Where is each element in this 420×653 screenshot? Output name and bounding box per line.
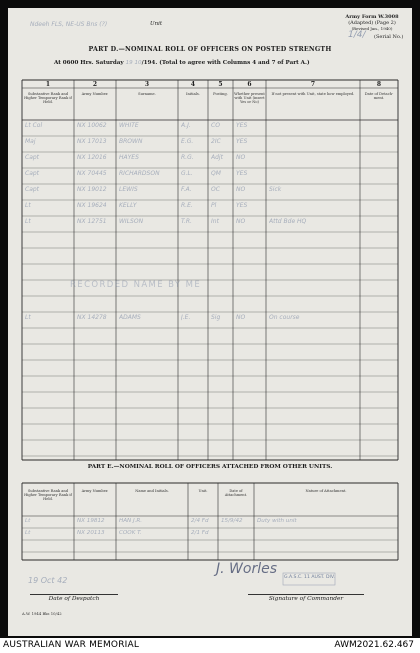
handwritten-entry: On course	[269, 314, 300, 321]
handwritten-entry: NX 19624	[77, 202, 107, 209]
handwritten-entry: J.E.	[181, 314, 191, 321]
handwritten-entry: Sick	[269, 186, 282, 193]
handwritten-entry: CO	[211, 122, 220, 129]
handwritten-entry: NX 19012	[77, 186, 107, 193]
unit-name-handwritten: Ndeeh FLS, NE-US Bns (?)	[30, 21, 108, 28]
column-header: Surname.	[138, 92, 156, 96]
handwritten-entry: NX 12016	[77, 154, 107, 161]
handwritten-entry: Capt	[25, 170, 40, 177]
part-d-subtitle	[54, 60, 310, 66]
handwritten-entry: QM	[211, 170, 221, 177]
handwritten-entry: Lt	[25, 218, 31, 225]
part-d-title: PART D.—NOMINAL ROLL OF OFFICERS ON POSTED STRENGTH	[88, 46, 332, 53]
handwritten-entry: WILSON	[119, 218, 144, 225]
handwritten-entry: NX 19812	[77, 518, 105, 524]
handwritten-entry: Capt	[25, 154, 40, 161]
column-header: Army Number.	[81, 489, 109, 493]
form-page	[8, 8, 412, 636]
handwritten-entry: Lt	[25, 202, 31, 209]
handwritten-entry: NX 17013	[77, 138, 107, 145]
handwritten-entry: NX 70445	[77, 170, 107, 177]
column-number: 4	[190, 81, 196, 88]
part-e-title: PART E.—NOMINAL ROLL OF OFFICERS ATTACHED FROM OTHER UNITS.	[87, 464, 333, 470]
column-number: 7	[310, 81, 316, 88]
column-header: Substantive Rank and Higher Temporary Rank if Held.	[24, 92, 72, 105]
handwritten-entry: HAN J.R.	[119, 518, 143, 524]
handwritten-entry: E.G.	[181, 138, 194, 145]
handwritten-entry: NO	[236, 218, 246, 225]
handwritten-entry: BROWN	[119, 138, 143, 145]
handwritten-entry: 2IC	[211, 138, 221, 145]
handwritten-entry: NX 14278	[77, 314, 107, 321]
subtitle-suffix: . (Total to agree with Columns 4 and 7 of Part A.)	[155, 60, 310, 66]
handwritten-entry: ADAMS	[119, 314, 141, 321]
despatch-label: Date of Despatch	[48, 596, 100, 602]
column-number: 3	[144, 81, 150, 88]
handwritten-entry: HAYES	[119, 154, 139, 161]
handwritten-entry: Sig	[211, 314, 221, 321]
catalog-number: AWM2021.62.467	[334, 640, 414, 650]
signature-label: Signature of Commander	[268, 596, 344, 602]
handwritten-entry: Attd Bde HQ	[269, 218, 307, 225]
handwritten-entry: T.R.	[181, 218, 192, 225]
handwritten-entry: 15/9/42	[221, 518, 243, 524]
handwritten-entry: KELLY	[119, 202, 137, 209]
handwritten-entry: Lt	[25, 530, 31, 536]
handwritten-entry: WHITE	[119, 122, 139, 129]
form-ref-line-2: (Adapted) (Page 2)	[348, 20, 396, 26]
print-reference: A.W. 1944 Bks 10/42	[22, 611, 62, 616]
handwritten-entry: NO	[236, 154, 246, 161]
handwritten-entry: NX 10062	[77, 122, 107, 129]
recorded-stamp: RECORDED NAME BY ME	[70, 280, 202, 290]
handwritten-entry: F.A.	[181, 186, 192, 193]
despatch-line	[30, 594, 118, 595]
unit-stamp-text: G.A.S.C. 11 AUST. DIV.	[284, 575, 335, 580]
handwritten-entry: YES	[236, 122, 248, 129]
column-header: Nature of Attachment.	[305, 489, 347, 493]
handwritten-entry: Lt	[25, 518, 31, 524]
handwritten-entry: YES	[236, 170, 248, 177]
handwritten-entry: COOK T.	[119, 530, 142, 536]
handwritten-entry: 2/4 Fd	[191, 518, 209, 524]
unit-label: Unit	[150, 21, 163, 27]
handwritten-entry: 2/1 Fd	[191, 530, 209, 536]
column-header: Substantive Rank and Higher Temporary Rank if Held.	[24, 489, 72, 502]
handwritten-entry: Duty with unit	[257, 518, 297, 524]
archive-footer	[0, 638, 420, 653]
handwritten-entry: LEWIS	[119, 186, 138, 193]
column-header: If not present with Unit, state how employed.	[271, 92, 355, 96]
handwritten-entry: Int	[211, 218, 219, 225]
handwritten-entry: G.L.	[181, 170, 193, 177]
commander-signature: J. Worles	[216, 561, 277, 577]
column-number: 1	[45, 81, 51, 88]
handwritten-entry: Maj	[25, 138, 36, 145]
form-ref-line-3: (Revised Jan., 1940)	[351, 26, 393, 31]
column-header: Army Number.	[81, 92, 109, 96]
column-number: 5	[218, 81, 223, 88]
column-number: 2	[92, 81, 98, 88]
handwritten-entry: A.J.	[181, 122, 191, 129]
column-number: 8	[376, 81, 382, 88]
handwritten-entry: NX 20113	[77, 530, 105, 536]
column-header: Date of Attachment.	[224, 489, 248, 498]
column-header: Date of Detach-ment.	[364, 92, 394, 101]
subtitle-prefix: At 0600 Hrs. Saturday	[54, 60, 124, 66]
handwritten-entry: YES	[236, 202, 248, 209]
date-handwritten: 19 10	[125, 60, 142, 66]
column-header: Name and Initials.	[135, 489, 169, 493]
handwritten-entry: R.G.	[181, 154, 194, 161]
archive-credit: AUSTRALIAN WAR MEMORIAL	[3, 640, 140, 650]
column-header: Initials.	[186, 92, 200, 96]
handwritten-entry: NO	[236, 314, 246, 321]
column-header: Posting.	[213, 92, 228, 96]
handwritten-entry: Lt	[25, 314, 31, 321]
handwritten-entry: NX 12751	[77, 218, 107, 225]
handwritten-entry: OC	[211, 186, 220, 193]
serial-label: (Serial No.)	[374, 34, 404, 40]
handwritten-entry: RICHARDSON	[119, 170, 160, 177]
column-header: Unit.	[198, 489, 208, 493]
handwritten-entry: NO	[236, 186, 246, 193]
serial-number-handwritten: 1/4/	[348, 30, 366, 40]
handwritten-entry: Lt Col	[25, 122, 43, 129]
column-number: 6	[247, 81, 252, 88]
column-header: Whether present with Unit (insert Yes or No)	[234, 92, 265, 105]
despatch-date-handwritten: 19 Oct 42	[28, 576, 68, 585]
handwritten-entry: Capt	[25, 186, 40, 193]
signature-line	[248, 594, 364, 595]
handwritten-entry: YES	[236, 138, 248, 145]
form-ref-line-1: Army Form W.3008	[345, 14, 399, 20]
handwritten-entry: Pl	[211, 202, 217, 209]
subtitle-year: /194	[141, 60, 156, 66]
handwritten-entry: Adjt	[211, 154, 223, 161]
handwritten-entry: R.E.	[181, 202, 193, 209]
